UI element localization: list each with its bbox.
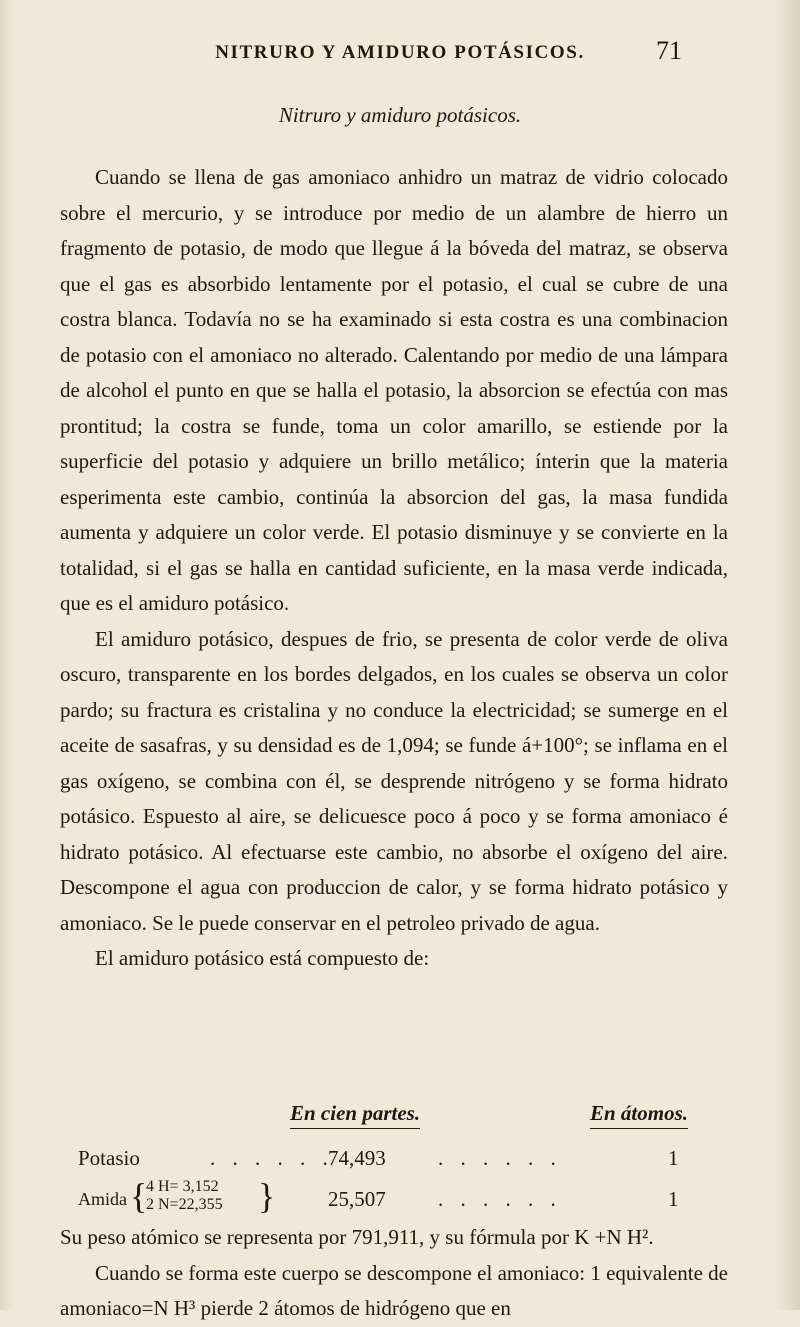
sub-component: 4 H= 3,152 — [146, 1178, 219, 1195]
column-header-parts: En cien partes. — [290, 1098, 420, 1129]
paragraph: Cuando se forma este cuerpo se descompone el amoniaco: 1 equivalente de amoniaco=N H³ pierde 2 átomos de hidrógeno que en — [60, 1260, 728, 1320]
section-title: Nitruro y amiduro potásicos. — [278, 103, 522, 127]
element-name: Amida — [78, 1189, 127, 1209]
dot-leader: . . . . . . — [438, 1146, 562, 1170]
atoms-value: 1 — [668, 1187, 679, 1211]
table-header-row — [60, 1098, 728, 1134]
sub-component: 2 N=22,355 — [146, 1196, 223, 1213]
parts-value: 74,493 — [328, 1146, 386, 1170]
page-edge-shadow — [774, 0, 800, 1310]
running-head: NITRURO Y AMIDURO POTÁSICOS. — [215, 42, 585, 63]
table-row — [60, 1178, 728, 1218]
paragraph: El amiduro potásico está compuesto de: — [95, 946, 430, 970]
table-row — [60, 1140, 728, 1176]
paragraph: El amiduro potásico, despues de frio, se presenta de color verde de oliva oscuro, transparente en los bordes delgados, en los cuales se observa un color pardo; su fractura es cristalina y no conduce la electricidad; se sumerge en el aceite de sasafras, y su densidad es de 1,094; se funde á+100°; se inflama en el gas oxígeno, se combina con él, se desprende nitrógeno y se forma hidrato potásico. Espuesto al aire, se delicuesce poco á poco y se forma amoniaco é hidrato potásico. Al efectuarse este cambio, no absorbe el oxígeno del aire. Descompone el agua con produccion de calor, y se forma hidrato potásico y amoniaco. Se le puede conservar en el petroleo privado de agua. — [60, 626, 728, 935]
paragraph: Su peso atómico se representa por 791,911, y su fórmula por K +N H². — [60, 1225, 654, 1249]
column-header-atoms: En átomos. — [590, 1098, 688, 1129]
element-name: Potasio — [78, 1146, 140, 1170]
after-table-text — [60, 1220, 728, 1327]
parts-value: 25,507 — [328, 1187, 386, 1211]
right-brace: } — [258, 1176, 276, 1216]
left-brace: { — [130, 1176, 148, 1216]
page-number: 71 — [656, 36, 682, 65]
page-gutter-shadow — [0, 0, 14, 1310]
dot-leader: . . . . . . — [210, 1146, 334, 1170]
dot-leader: . . . . . . — [438, 1187, 562, 1211]
paragraph: Cuando se llena de gas amoniaco anhidro un matraz de vidrio colocado sobre el mercurio, y se introduce por medio de un alambre de hierro un fragmento de potasio, de modo que llegue á la bóveda del matraz, se observa que el gas es absorbido lentamente por el potasio, el cual se cubre de una costra blanca. Todavía no se ha examinado si esta costra es una combinacion de potasio con el amoniaco no alterado. Calentando por medio de una lámpara de alcohol el punto en que se halla el potasio, la absorcion se efectúa con mas prontitud; la costra se funde, toma un color amarillo, se estiende por la superficie del potasio y adquiere un brillo metálico; ínterin que la materia esperimenta este cambio, continúa la absorcion del gas, la masa fundida aumenta y adquiere un color verde. El potasio disminuye y se convierte en la totalidad, si el gas se halla en cantidad suficiente, en la masa verde indicada, que es el amiduro potásico. — [60, 165, 728, 615]
body-text — [60, 160, 728, 977]
atoms-value: 1 — [668, 1146, 679, 1170]
